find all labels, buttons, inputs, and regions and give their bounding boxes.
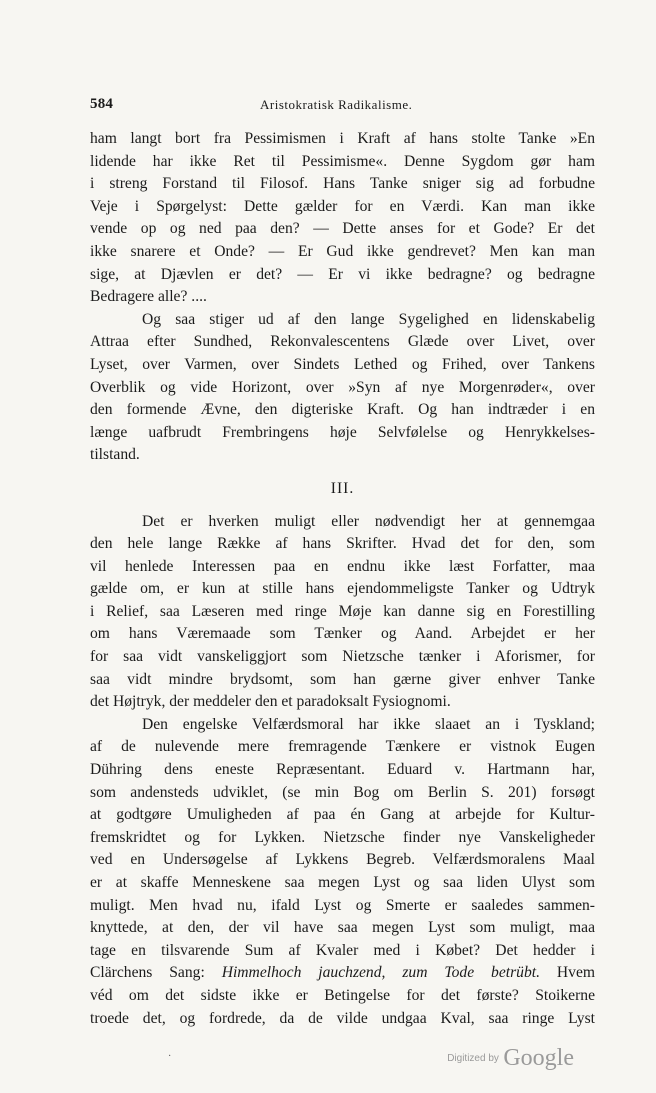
text-line: i Relief, saa Læseren med ringe Møje kan danne sig en Forestilling <box>90 602 595 620</box>
text-line: ikke snarere et Onde? — Er Gud ikke gendrevet? Men kan man <box>90 242 595 260</box>
text-line: Overblik og vide Horizont, over »Syn af nye Morgenrøder«, over <box>90 378 595 396</box>
text-line: den hele lange Række af hans Skrifter. Hvad det for den, som <box>90 535 595 553</box>
section-heading: III. <box>330 479 355 497</box>
text-line: Den engelske Velfærdsmoral har ikke slaaet an i Tyskland; <box>142 715 595 733</box>
text-line: lidende har ikke Ret til Pessimisme«. Denne Sygdom gør ham <box>90 152 595 170</box>
song-quote: Himmelhoch jauchzend, zum Tode betrübt. <box>221 964 540 982</box>
text-line: tage en tilsvarende Sum af Kvaler med i Købet? Det hedder i <box>90 941 595 959</box>
text-line: fremskridtet og for Lykken. Nietzsche finder nye Vanskeligheder <box>90 828 595 846</box>
text-line: ved en Undersøgelse af Lykkens Begreb. Velfærdsmoralens Maal <box>90 851 595 869</box>
text-line: om hans Væremaade som Tænker og Aand. Arbejdet er her <box>90 625 595 643</box>
google-logo: Google <box>503 1045 574 1071</box>
running-title: Aristokratisk Radikalisme. <box>260 97 413 112</box>
text-line: Lyset, over Varmen, over Sindets Lethed og Frihed, over Tankens <box>90 355 595 373</box>
text-line: for saa vidt vanskeliggjort som Nietzsche tænker i Aforismer, for <box>90 648 595 666</box>
text-line: den formende Ævne, den digteriske Kraft. Og han indtræder i en <box>90 401 595 419</box>
text-line: Det er hverken muligt eller nødvendigt her at gennemgaa <box>142 512 595 530</box>
text-line: i streng Forstand til Filosof. Hans Tanke sniger sig ad forbudne <box>90 175 595 193</box>
text-line: tilstand. <box>90 446 140 464</box>
paragraph-2 <box>90 309 595 467</box>
text-line: Dühring dens eneste Repræsentant. Eduard v. Hartmann har, <box>90 761 595 779</box>
text-line: saa vidt mindre brydsomt, som han gærne giver enhver Tanke <box>90 670 595 688</box>
text-line: ham langt bort fra Pessimismen i Kraft af hans stolte Tanke »En <box>90 130 595 147</box>
paragraph-1 <box>90 128 595 309</box>
text-line: som andensteds udviklet, (se min Bog om Berlin S. 201) forsøgt <box>90 783 595 801</box>
text-line: Veje i Spørgelyst: Dette gælder for en Værdi. Kan man ikke <box>90 197 595 215</box>
watermark-prefix: Digitized by <box>447 1053 499 1064</box>
text-line: vende op og ned paa den? — Dette anses for et Gode? Er det <box>90 220 595 238</box>
digitized-watermark <box>447 1045 574 1072</box>
page-number: 584 <box>90 96 114 112</box>
text-span: Clärchens Sang: <box>90 964 222 982</box>
text-span: Hvem <box>539 964 596 982</box>
paragraph-4 <box>90 714 595 1030</box>
text-line: Og saa stiger ud af den lange Sygelighed en lidenskabelig <box>142 310 595 328</box>
text-line: véd om det sidste ikke er Betingelse for det første? Stoikerne <box>90 986 595 1004</box>
text-line: Attraa efter Sundhed, Rekonvalescentens Glæde over Livet, over <box>90 333 595 351</box>
text-line: troede det, og fordrede, da de vilde undgaa Kval, saa ringe Lyst <box>90 1009 595 1027</box>
text-line: sige, at Djævlen er det? — Er vi ikke bedragne? og bedragne <box>90 265 595 283</box>
text-line: er at skaffe Menneskene saa megen Lyst og saa liden Ulyst som <box>90 874 595 891</box>
page-mark: · <box>168 1051 172 1062</box>
text-line: det Højtryk, der meddeler den et paradoksalt Fysiognomi. <box>90 693 451 711</box>
text-line: knyttede, at den, der vil have saa megen Lyst som muligt, maa <box>90 919 595 937</box>
text-line: af de nulevende mere fremragende Tænkere er vistnok Eugen <box>90 738 595 756</box>
paragraph-3 <box>90 511 595 714</box>
text-line: gælde om, er kun at stille hans ejendommeligste Tanker og Udtryk <box>90 580 595 598</box>
text-line: længe uafbrudt Frembringens høje Selvfølelse og Henrykkelses- <box>90 423 595 441</box>
text-line: Bedragere alle? .... <box>90 288 207 306</box>
text-line: vil henlede Interessen paa en endnu ikke læst Forfatter, maa <box>90 557 595 575</box>
text-line <box>90 962 595 985</box>
text-line: at godtgøre Umuligheden af paa én Gang at arbejde for Kultur- <box>90 806 595 824</box>
body-text <box>90 128 595 1030</box>
text-line: muligt. Men hvad nu, ifald Lyst og Smerte er saaledes sammen- <box>90 896 595 914</box>
